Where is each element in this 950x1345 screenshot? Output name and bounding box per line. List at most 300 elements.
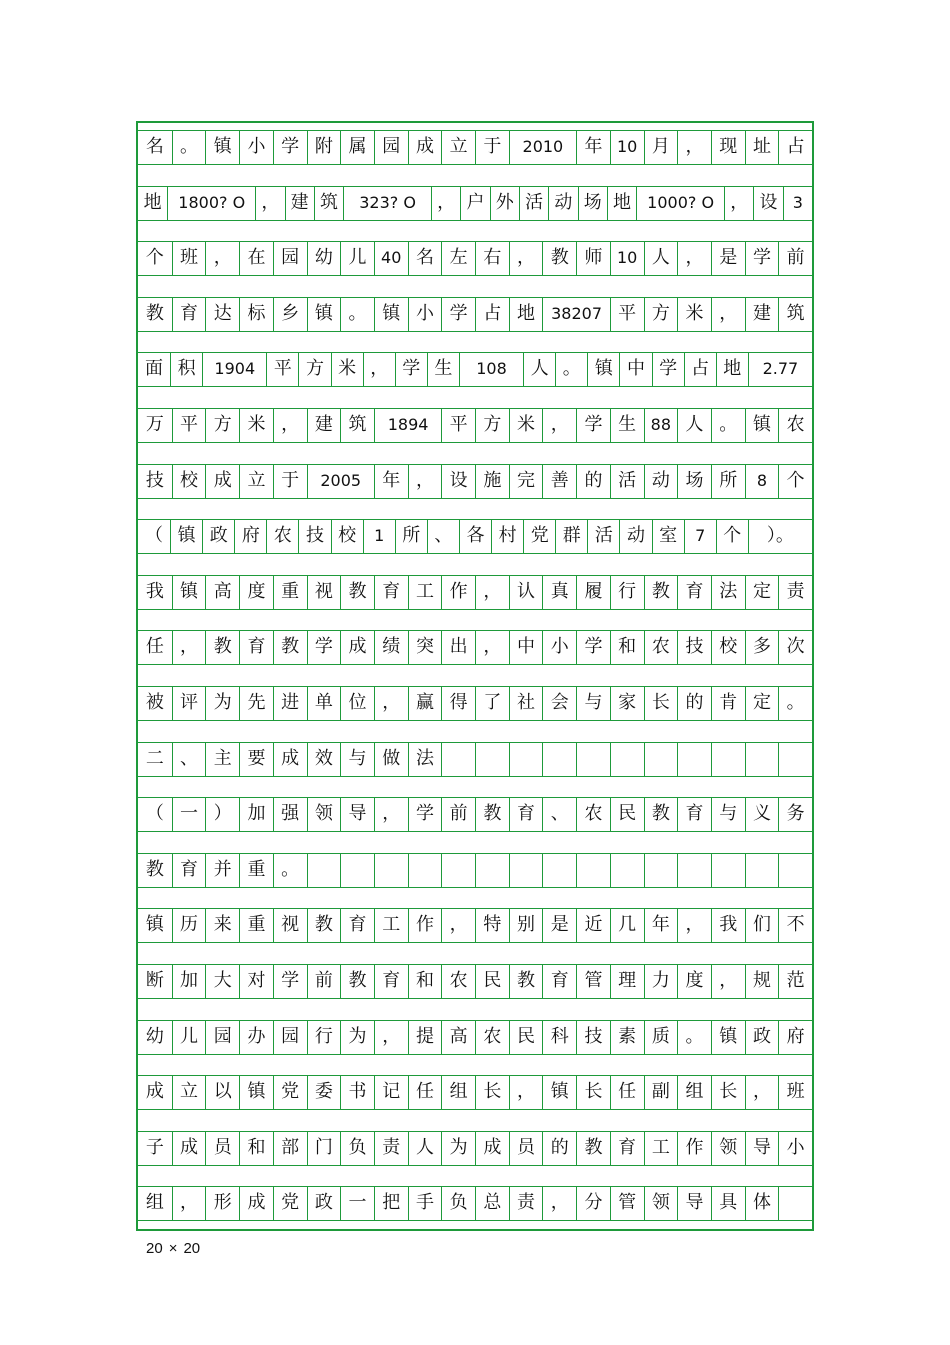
grid-cell: 地: [607, 186, 636, 220]
grid-cell: 学: [273, 130, 307, 164]
grid-line: [138, 998, 812, 999]
grid-cell: 设: [753, 186, 782, 220]
grid-cell: 工: [374, 908, 408, 942]
grid-cell: 教: [340, 964, 374, 998]
grid-cell: 以: [205, 1075, 239, 1109]
grid-cell: 多: [745, 630, 779, 664]
grid-cell: 所: [711, 464, 745, 498]
grid-cell: 地: [509, 297, 543, 331]
grid-cell: 党: [273, 1075, 307, 1109]
grid-cell: 右: [475, 241, 509, 275]
grid-cell: 我: [711, 908, 745, 942]
grid-cell: [677, 853, 711, 887]
grid-cell: 面: [145, 358, 164, 380]
grid-cell: 作: [677, 1131, 711, 1165]
grid-cell: 成: [145, 1081, 164, 1103]
grid-cell: 育: [509, 797, 543, 831]
grid-cell: 高: [205, 575, 239, 609]
grid-cell: 教: [205, 630, 239, 664]
grid-cell: 善: [542, 464, 576, 498]
grid-cell: 家: [610, 686, 644, 720]
grid-row: [138, 519, 812, 553]
grid-row: [138, 797, 812, 831]
grid-cell: 10: [610, 130, 644, 164]
grid-cell: 总: [475, 1186, 509, 1220]
grid-cell: 名: [145, 136, 164, 157]
grid-cell: 党: [273, 1186, 307, 1220]
grid-cell: 了: [475, 686, 509, 720]
grid-cell: 管: [576, 964, 610, 998]
grid-cell: 米: [331, 352, 363, 386]
grid-cell: ，: [677, 908, 711, 942]
grid-cell: ，: [374, 1020, 408, 1054]
grid-cell: 小: [778, 1131, 812, 1165]
grid-cell: ，: [431, 186, 460, 220]
grid-cell: 幼: [145, 1025, 164, 1047]
grid-cell: 址: [745, 130, 779, 164]
grid-cell: 断: [145, 970, 164, 991]
grid-cell: 2005: [307, 464, 374, 498]
grid-cell: 学: [273, 964, 307, 998]
grid-row: [138, 630, 812, 664]
grid-cell: 平: [610, 297, 644, 331]
grid-cell: 教: [340, 575, 374, 609]
grid-cell: 占: [475, 297, 509, 331]
grid-cell: 、: [172, 742, 206, 776]
grid-cell: [644, 853, 678, 887]
grid-cell: 个: [778, 464, 812, 498]
grid-cell: 重: [239, 853, 273, 887]
grid-cell: 活: [610, 464, 644, 498]
grid-cell: 立: [172, 1075, 206, 1109]
grid-cell: [374, 853, 408, 887]
grid-cell: 与: [711, 797, 745, 831]
grid-cell: 设: [441, 464, 475, 498]
grid-cell: 动: [548, 186, 577, 220]
grid-cell: 出: [441, 630, 475, 664]
grid-cell: 手: [408, 1186, 442, 1220]
grid-cell: 。: [340, 297, 374, 331]
grid-cell: 米: [509, 408, 543, 442]
grid-cell: 筑: [340, 408, 374, 442]
grid-line: [138, 1054, 812, 1055]
grid-cell: 教: [644, 575, 678, 609]
grid-cell: 育: [677, 797, 711, 831]
grid-cell: 先: [239, 686, 273, 720]
grid-cell: 党: [523, 519, 555, 553]
grid-row: [138, 1075, 812, 1109]
grid-cell: 力: [644, 964, 678, 998]
grid-row: [138, 464, 812, 498]
grid-cell: ，: [273, 408, 307, 442]
grid-cell: 平: [266, 352, 298, 386]
grid-cell: 工: [408, 575, 442, 609]
grid-cell: 政: [307, 1186, 341, 1220]
grid-row: [138, 130, 812, 164]
grid-row: [138, 408, 812, 442]
grid-cell: 农: [475, 1020, 509, 1054]
grid-cell: 质: [644, 1020, 678, 1054]
grid-cell: ）: [205, 797, 239, 831]
grid-cell: 园: [273, 241, 307, 275]
grid-cell: 占: [778, 130, 812, 164]
grid-cell: [408, 853, 442, 887]
grid-line: [138, 664, 812, 665]
grid-cell: 月: [644, 130, 678, 164]
grid-cell: ，: [677, 130, 711, 164]
grid-cell: 义: [745, 797, 779, 831]
grid-cell: 真: [542, 575, 576, 609]
grid-cell: ，: [542, 1186, 576, 1220]
grid-cell: 镇: [170, 519, 202, 553]
grid-cell: 个: [145, 247, 164, 269]
grid-cell: 323? O: [343, 186, 431, 220]
grid-cell: 筑: [778, 297, 812, 331]
grid-cell: 几: [610, 908, 644, 942]
grid-cell: 镇: [205, 130, 239, 164]
grid-cell: 乡: [273, 297, 307, 331]
grid-cell: 加: [172, 964, 206, 998]
grid-cell: 园: [273, 1020, 307, 1054]
grid-cell: 育: [172, 297, 206, 331]
grid-cell: 高: [441, 1020, 475, 1054]
grid-cell: [644, 742, 678, 776]
grid-cell: 3: [783, 186, 812, 220]
grid-cell: 副: [644, 1075, 678, 1109]
grid-cell: 肯: [711, 686, 745, 720]
grid-cell: [778, 742, 812, 776]
grid-cell: 领: [307, 797, 341, 831]
grid-line: [138, 498, 812, 499]
grid-cell: 1894: [374, 408, 441, 442]
grid-cell: 活: [519, 186, 548, 220]
grid-cell: 部: [273, 1131, 307, 1165]
grid-cell: 一: [172, 797, 206, 831]
grid-cell: 教: [509, 964, 543, 998]
grid-cell: 与: [340, 742, 374, 776]
grid-cell: [475, 853, 509, 887]
grid-cell: 、: [542, 797, 576, 831]
grid-cell: 人: [523, 352, 555, 386]
grid-cell: 效: [307, 742, 341, 776]
grid-cell: 镇: [145, 914, 164, 936]
grid-cell: 户: [460, 186, 489, 220]
grid-cell: 小: [542, 630, 576, 664]
grid-cell: [610, 742, 644, 776]
grid-cell: 农: [441, 964, 475, 998]
grid-cell: 被: [145, 692, 164, 713]
grid-cell: 组: [145, 1192, 164, 1214]
grid-cell: 办: [239, 1020, 273, 1054]
grid-cell: 立: [441, 130, 475, 164]
grid-cell: 视: [273, 908, 307, 942]
grid-cell: 技: [677, 630, 711, 664]
grid-cell: 评: [172, 686, 206, 720]
grid-cell: 方: [644, 297, 678, 331]
grid-cell: 方: [298, 352, 330, 386]
grid-row: [138, 352, 812, 386]
grid-cell: 作: [441, 575, 475, 609]
grid-cell: 教: [542, 241, 576, 275]
grid-rows: 20: [183, 1240, 201, 1257]
grid-cell: 地: [143, 191, 162, 213]
grid-cell: 各: [459, 519, 491, 553]
grid-line: [138, 164, 812, 165]
grid-cell: 导: [745, 1131, 779, 1165]
grid-cell: 。: [778, 686, 812, 720]
grid-line: [138, 331, 812, 332]
grid-line: [138, 776, 812, 777]
grid-cell: 视: [307, 575, 341, 609]
grid-cell: 的: [542, 1131, 576, 1165]
grid-cell: 年: [576, 130, 610, 164]
grid-cell: 的: [576, 464, 610, 498]
grid-cell: [509, 742, 543, 776]
grid-cell: 成: [205, 464, 239, 498]
grid-cell: 技: [298, 519, 330, 553]
grid-line: [138, 831, 812, 832]
grid-cell: 理: [610, 964, 644, 998]
grid-cell: ，: [205, 241, 239, 275]
grid-cell: 委: [307, 1075, 341, 1109]
grid-cell: 对: [239, 964, 273, 998]
grid-cell: 把: [374, 1186, 408, 1220]
grid-cell: 为: [340, 1020, 374, 1054]
grid-line: [138, 220, 812, 221]
grid-cell: 左: [441, 241, 475, 275]
grid-cell: 教: [475, 797, 509, 831]
grid-cell: 员: [509, 1131, 543, 1165]
grid-cell: 别: [509, 908, 543, 942]
grid-cell: 7: [684, 519, 716, 553]
grid-cell: 建: [745, 297, 779, 331]
grid-cell: 附: [307, 130, 341, 164]
grid-cell: 范: [778, 964, 812, 998]
grid-cell: ，: [172, 630, 206, 664]
grid-cell: ，: [441, 908, 475, 942]
grid-cell: [711, 742, 745, 776]
grid-row: [138, 742, 812, 776]
grid-cell: 生: [427, 352, 459, 386]
grid-cell: [677, 742, 711, 776]
grid-cell: 技: [145, 469, 164, 491]
grid-cell: 10: [610, 241, 644, 275]
grid-cell: 育: [374, 575, 408, 609]
grid-cell: 教: [145, 302, 164, 324]
grid-cell: [542, 742, 576, 776]
grid-cell: 为: [441, 1131, 475, 1165]
grid-cell: 作: [408, 908, 442, 942]
grid-cell: 分: [576, 1186, 610, 1220]
grid-cell: 1800? O: [167, 186, 255, 220]
grid-cell: 人: [408, 1131, 442, 1165]
grid-cell: ，: [542, 408, 576, 442]
grid-cell: 镇: [587, 352, 619, 386]
grid-cell: 长: [576, 1075, 610, 1109]
grid-cell: 镇: [239, 1075, 273, 1109]
grid-cell: 农: [644, 630, 678, 664]
grid-cell: 责: [374, 1131, 408, 1165]
grid-cell: 镇: [542, 1075, 576, 1109]
grid-cell: 完: [509, 464, 543, 498]
grid-cell: 前: [441, 797, 475, 831]
grid-cell: 校: [172, 464, 206, 498]
grid-cell: 1: [363, 519, 395, 553]
grid-cell: 育: [610, 1131, 644, 1165]
grid-cell: 法: [408, 742, 442, 776]
grid-cell: 政: [202, 519, 234, 553]
grid-cell: 书: [340, 1075, 374, 1109]
grid-cell: （: [145, 803, 164, 825]
grid-cell: 班: [172, 241, 206, 275]
grid-cell: 育: [374, 964, 408, 998]
grid-cell: 方: [205, 408, 239, 442]
grid-cell: 素: [610, 1020, 644, 1054]
grid-cell: 责: [778, 575, 812, 609]
grid-cell: 科: [542, 1020, 576, 1054]
grid-cell: 和: [239, 1131, 273, 1165]
grid-cell: ，: [363, 352, 395, 386]
grid-cell: 学: [652, 352, 684, 386]
grid-cell: 在: [239, 241, 273, 275]
grid-cell: 所: [395, 519, 427, 553]
grid-cell: 平: [441, 408, 475, 442]
grid-cell: 履: [576, 575, 610, 609]
grid-cell: ，: [711, 964, 745, 998]
grid-line: [138, 1109, 812, 1110]
grid-row: [138, 241, 812, 275]
grid-cell: 育: [677, 575, 711, 609]
grid-cell: [778, 1186, 812, 1220]
grid-cell: 校: [711, 630, 745, 664]
grid-cell: 1904: [202, 352, 266, 386]
grid-cell: 108: [459, 352, 523, 386]
grid-cell: 镇: [374, 297, 408, 331]
grid-cell: 学: [408, 797, 442, 831]
grid-cell: ，: [509, 241, 543, 275]
grid-cell: 室: [652, 519, 684, 553]
grid-cell: 成: [340, 630, 374, 664]
grid-cell: 二: [145, 747, 164, 769]
grid-cell: 育: [172, 853, 206, 887]
grid-cell: 要: [239, 742, 273, 776]
grid-cell: ，: [745, 1075, 779, 1109]
grid-cell: 于: [475, 130, 509, 164]
grid-cell: 学: [441, 297, 475, 331]
grid-cell: 形: [205, 1186, 239, 1220]
grid-cell: 农: [266, 519, 298, 553]
grid-cell: 加: [239, 797, 273, 831]
grid-cell: ，: [475, 575, 509, 609]
grid-cell: 于: [273, 464, 307, 498]
grid-cell: 成: [273, 742, 307, 776]
grid-cell: 育: [340, 908, 374, 942]
grid-cell: 人: [677, 408, 711, 442]
grid-cell: 管: [610, 1186, 644, 1220]
grid-cell: 并: [205, 853, 239, 887]
grid-cell: 的: [677, 686, 711, 720]
grid-cell: 立: [239, 464, 273, 498]
grid-cell: （: [145, 525, 164, 547]
grid-cell: [576, 742, 610, 776]
grid-cell: 平: [172, 408, 206, 442]
grid-cell: 园: [374, 130, 408, 164]
grid-cell: [778, 853, 812, 887]
grid-cell: 负: [441, 1186, 475, 1220]
grid-cell: [441, 742, 475, 776]
grid-cell: 成: [475, 1131, 509, 1165]
grid-row: [138, 853, 812, 887]
grid-cell: 年: [374, 464, 408, 498]
grid-cell: 与: [576, 686, 610, 720]
grid-cell: 规: [745, 964, 779, 998]
grid-cell: 学: [745, 241, 779, 275]
grid-cell: 、: [427, 519, 459, 553]
grid-cell: 1000? O: [636, 186, 724, 220]
grid-cell: 施: [475, 464, 509, 498]
grid-cell: 主: [205, 742, 239, 776]
grid-cell: 民: [475, 964, 509, 998]
grid-cell: 。: [711, 408, 745, 442]
grid-cell: 任: [145, 636, 164, 658]
grid-row: [138, 1186, 812, 1220]
grid-cell: 不: [778, 908, 812, 942]
grid-cell: 赢: [408, 686, 442, 720]
grid-cell: 记: [374, 1075, 408, 1109]
grid-cell: 。: [273, 853, 307, 887]
grid-line: [138, 942, 812, 943]
grid-row: [138, 186, 812, 220]
grid-cell: 长: [475, 1075, 509, 1109]
grid-cell: 务: [778, 797, 812, 831]
grid-cell: 。: [172, 130, 206, 164]
grid-cell: 。: [677, 1020, 711, 1054]
grid-cell: 师: [576, 241, 610, 275]
grid-cell: [711, 853, 745, 887]
grid-cell: 镇: [711, 1020, 745, 1054]
grid-cell: 教: [145, 858, 164, 880]
grid-cell: 场: [578, 186, 607, 220]
grid-cell: 中: [509, 630, 543, 664]
grid-cell: 定: [745, 686, 779, 720]
grid-cell: 学: [576, 630, 610, 664]
grid-cell: 占: [684, 352, 716, 386]
grid-cell: 育: [542, 964, 576, 998]
grid-cell: 负: [340, 1131, 374, 1165]
grid-cell: 是: [542, 908, 576, 942]
grid-cell: 度: [677, 964, 711, 998]
grid-cell: 场: [677, 464, 711, 498]
grid-cell: 突: [408, 630, 442, 664]
grid-cell: 府: [778, 1020, 812, 1054]
grid-cell: 次: [778, 630, 812, 664]
grid-cell: 重: [273, 575, 307, 609]
grid-cell: 前: [307, 964, 341, 998]
grid-cell: [745, 853, 779, 887]
grid-cell: 万: [145, 414, 164, 435]
grid-cell: 2.77: [748, 352, 812, 386]
grid-cell: 学: [576, 408, 610, 442]
grid-cell: 儿: [340, 241, 374, 275]
grid-cell: 小: [408, 297, 442, 331]
grid-cell: 标: [239, 297, 273, 331]
grid-cell: 领: [644, 1186, 678, 1220]
grid-line: [138, 275, 812, 276]
grid-cell: 地: [716, 352, 748, 386]
grid-cell: 方: [475, 408, 509, 442]
times-sign: ×: [168, 1240, 178, 1257]
grid-cell: 建: [307, 408, 341, 442]
